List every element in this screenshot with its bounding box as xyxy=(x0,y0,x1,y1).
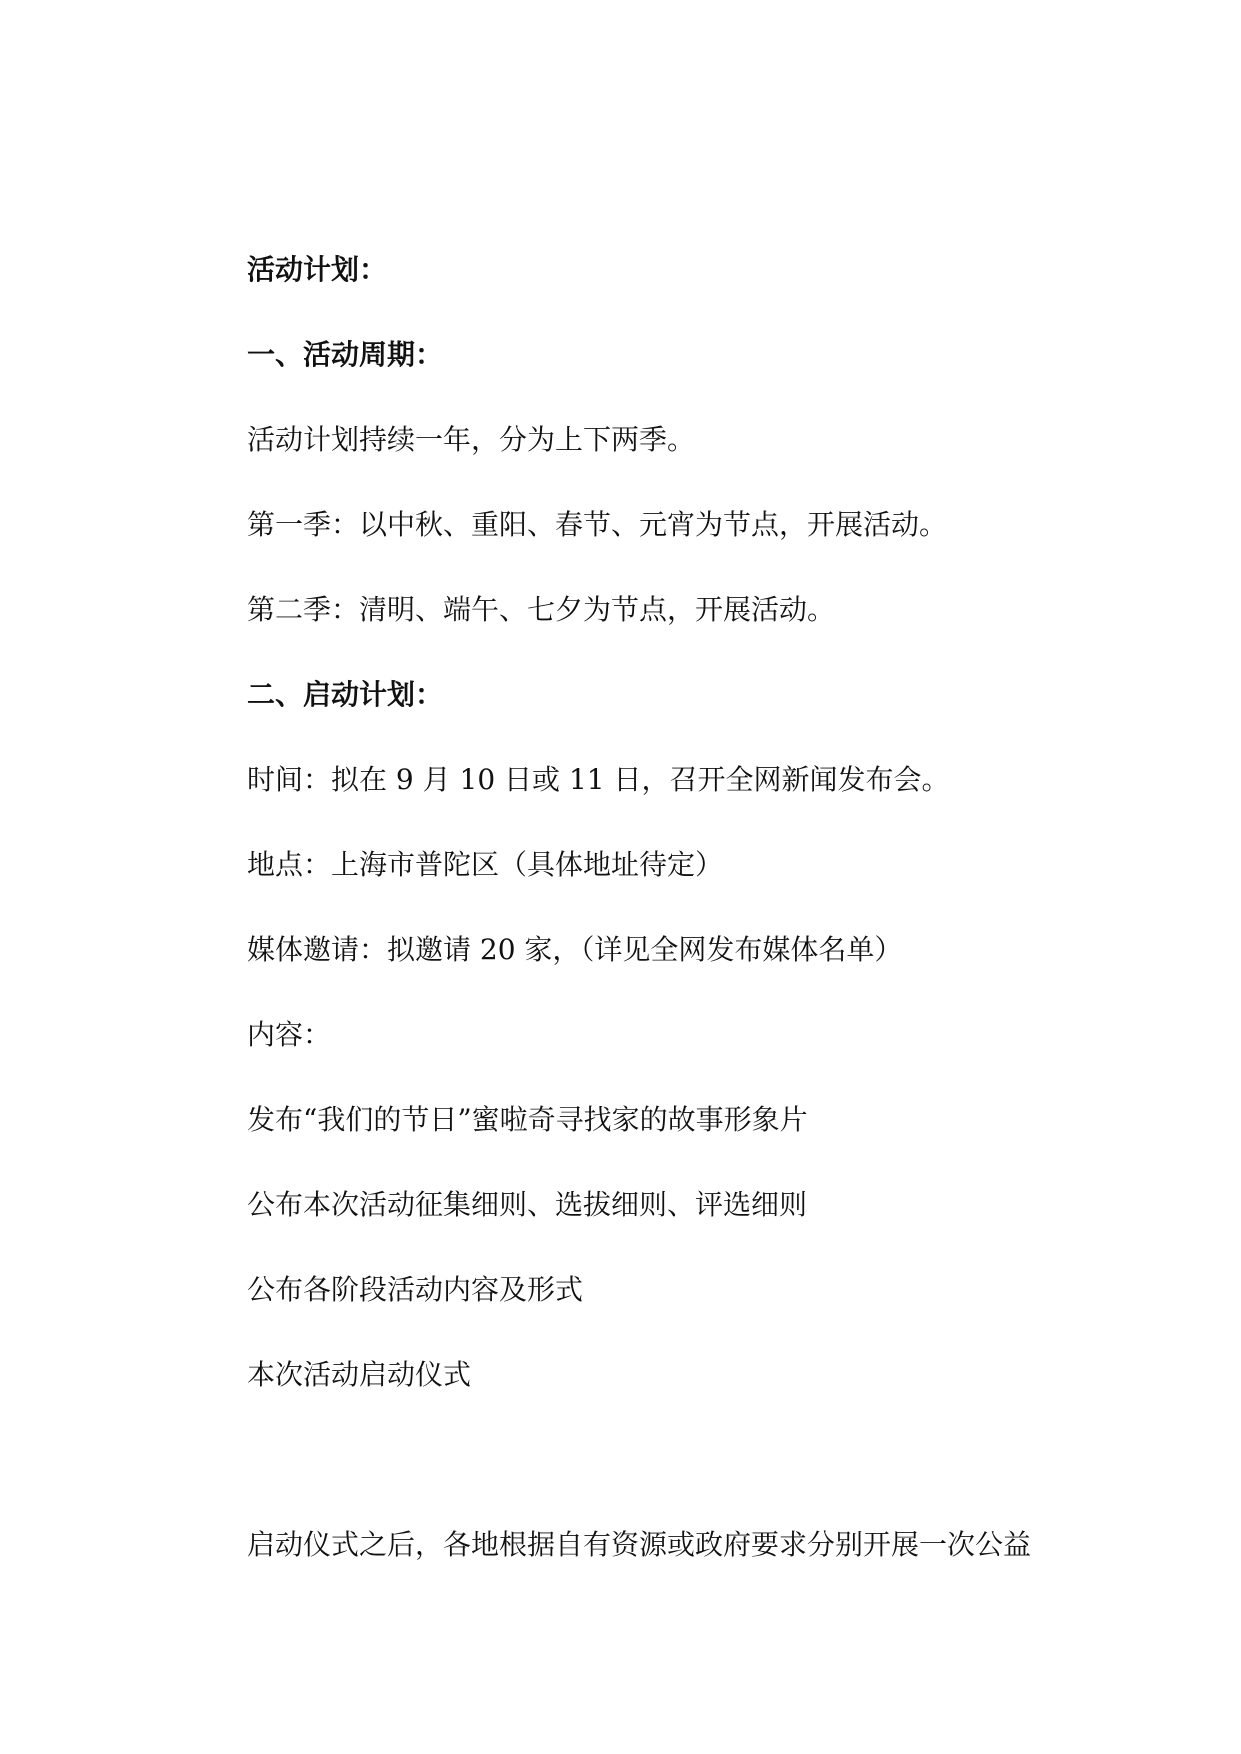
closing-paragraph: 启动仪式之后，各地根据自有资源或政府要求分别开展一次公益 xyxy=(247,1528,1032,1561)
paragraph-line: 地点：上海市普陀区（具体地址待定） xyxy=(247,848,724,881)
paragraph-line: 公布本次活动征集细则、选拔细则、评选细则 xyxy=(247,1188,808,1221)
paragraph-line: 内容： xyxy=(247,1018,332,1051)
paragraph-line: 时间：拟在 9 月 10 日或 11 日，召开全网新闻发布会。 xyxy=(247,763,950,796)
paragraph-line: 第一季：以中秋、重阳、春节、元宵为节点，开展活动。 xyxy=(247,508,948,541)
document-body xyxy=(247,250,1067,1610)
paragraph-line: 媒体邀请：拟邀请 20 家，（详见全网发布媒体名单） xyxy=(247,933,903,966)
section-title-cycle: 一、活动周期： xyxy=(247,338,444,371)
paragraph-line: 公布各阶段活动内容及形式 xyxy=(247,1273,584,1306)
section-title-launch: 二、启动计划： xyxy=(247,678,444,711)
paragraph-line: 第二季：清明、端午、七夕为节点，开展活动。 xyxy=(247,593,836,626)
paragraph-line: 本次活动启动仪式 xyxy=(247,1358,472,1391)
paragraph-line: 发布“我们的节日”蜜啦奇寻找家的故事形象片 xyxy=(247,1103,808,1136)
document-heading: 活动计划： xyxy=(247,253,388,286)
paragraph-line: 活动计划持续一年，分为上下两季。 xyxy=(247,423,696,456)
